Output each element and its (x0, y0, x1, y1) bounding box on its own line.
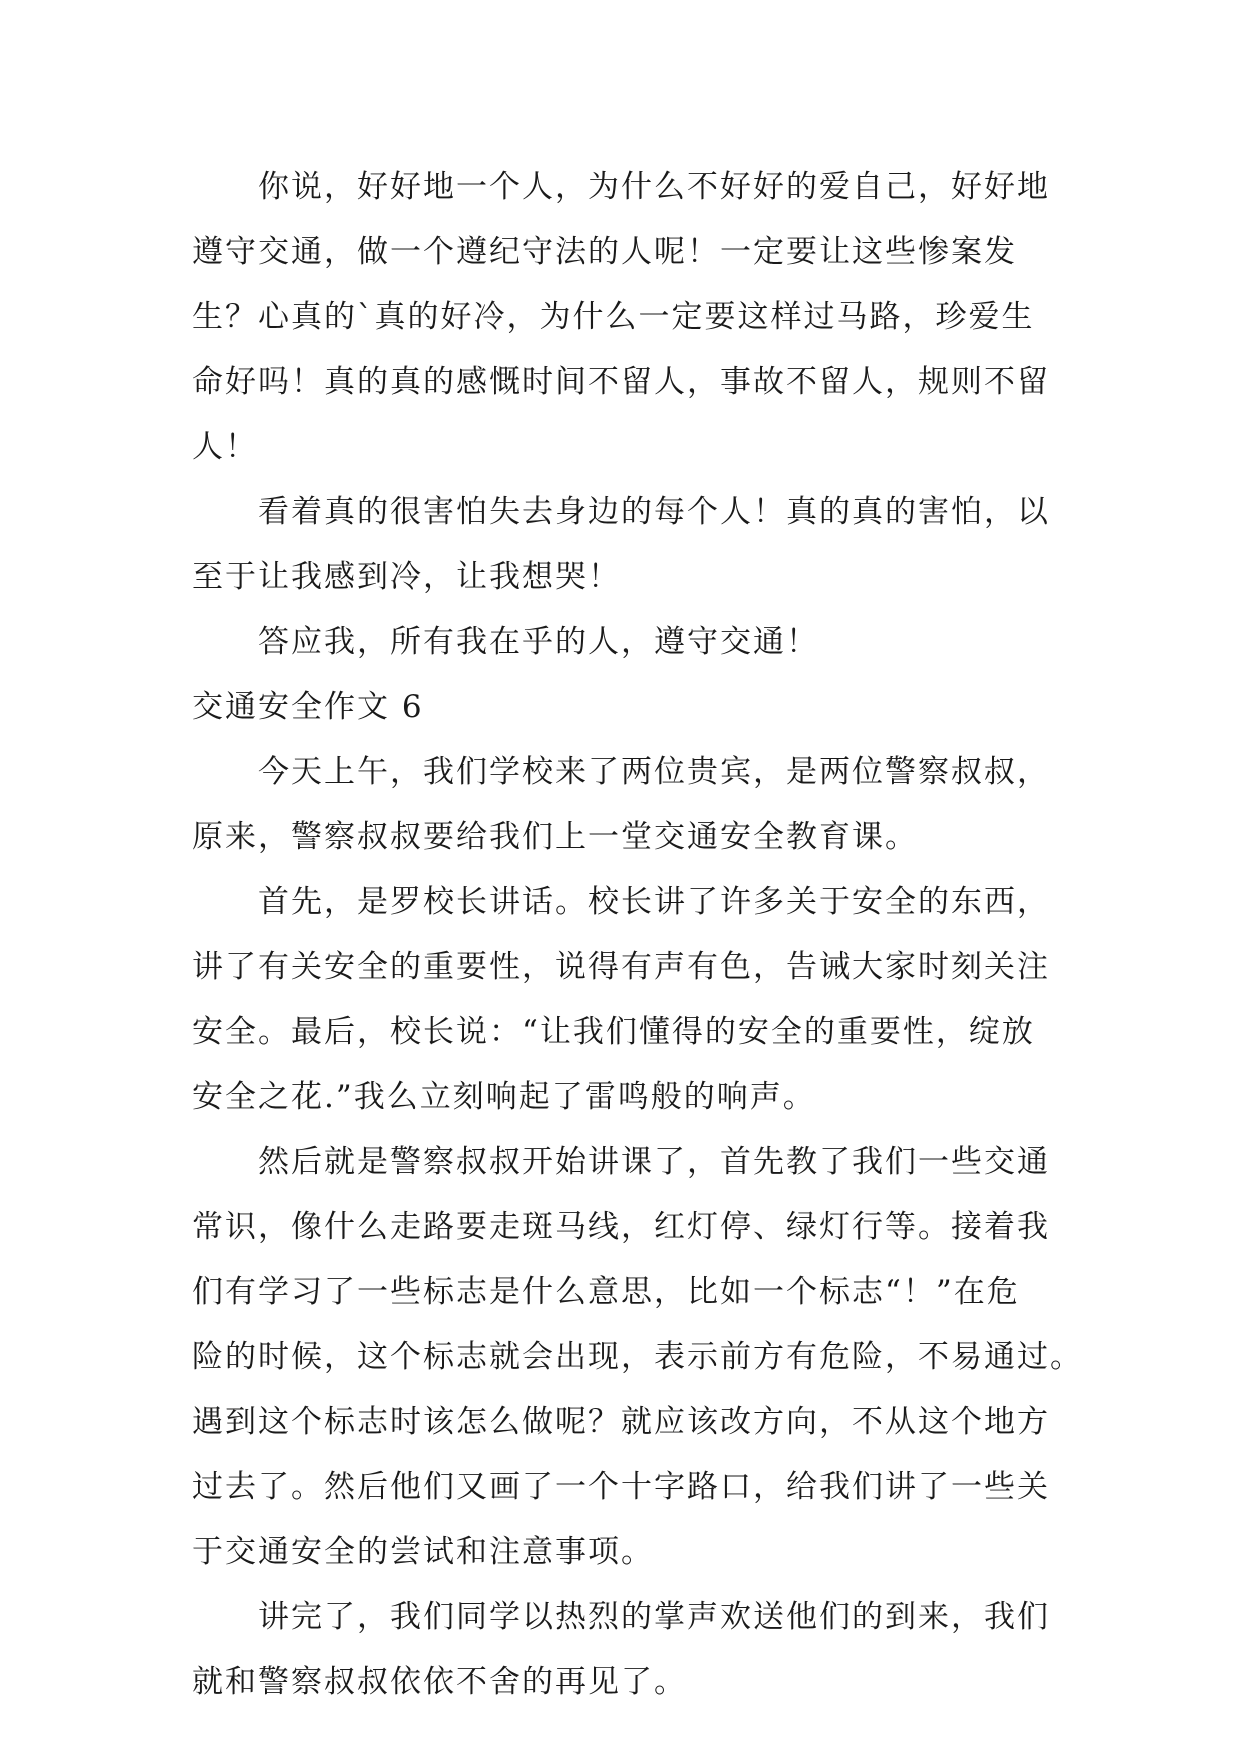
text-line: 你说，好好地一个人，为什么不好好的爱自己，好好地 (258, 169, 1050, 205)
text-line: 原来，警察叔叔要给我们上一堂交通安全教育课。 (192, 819, 918, 855)
text-line: 遇到这个标志时该怎么做呢？就应该改方向，不从这个地方 (192, 1404, 1050, 1440)
paragraph-3 (192, 610, 1054, 675)
paragraph-4 (192, 740, 1054, 870)
text-line: 就和警察叔叔依依不舍的再见了。 (192, 1664, 687, 1700)
text-line: 险的时候，这个标志就会出现，表示前方有危险，不易通过。 (192, 1339, 1083, 1375)
paragraph-1 (192, 155, 1054, 480)
text-line: 于交通安全的尝试和注意事项。 (192, 1534, 654, 1570)
text-line: 安全。最后，校长说：“让我们懂得的安全的重要性，绽放 (192, 1014, 1035, 1050)
paragraph-7 (192, 1585, 1054, 1715)
section-heading: 交通安全作文 6 (192, 689, 424, 725)
paragraph-5 (192, 870, 1054, 1130)
text-line: 至于让我感到冷，让我想哭！ (192, 559, 621, 595)
text-line: 今天上午，我们学校来了两位贵宾，是两位警察叔叔， (258, 754, 1050, 790)
text-line: 命好吗！真的真的感慨时间不留人，事故不留人，规则不留 (192, 364, 1050, 400)
text-line: 然后就是警察叔叔开始讲课了，首先教了我们一些交通 (258, 1144, 1050, 1180)
text-line: 答应我，所有我在乎的人，遵守交通！ (258, 624, 819, 660)
document-page (192, 155, 1083, 1715)
text-line: 讲完了，我们同学以热烈的掌声欢送他们的到来，我们 (258, 1599, 1050, 1635)
text-line: 生？心真的`真的好冷，为什么一定要这样过马路，珍爱生 (192, 299, 1035, 335)
text-line: 过去了。然后他们又画了一个十字路口，给我们讲了一些关 (192, 1469, 1050, 1505)
text-line: 首先，是罗校长讲话。校长讲了许多关于安全的东西， (258, 884, 1050, 920)
text-line: 看着真的很害怕失去身边的每个人！真的真的害怕，以 (258, 494, 1050, 530)
text-line: 人！ (192, 429, 258, 465)
text-line: 讲了有关安全的重要性，说得有声有色，告诫大家时刻关注 (192, 949, 1050, 985)
text-line: 安全之花.”我么立刻响起了雷鸣般的响声。 (192, 1079, 816, 1115)
text-line: 们有学习了一些标志是什么意思，比如一个标志“！”在危 (192, 1274, 1020, 1310)
text-line: 遵守交通，做一个遵纪守法的人呢！一定要让这些惨案发 (192, 234, 1017, 270)
paragraph-2 (192, 480, 1054, 610)
paragraph-6 (192, 1130, 1083, 1585)
text-line: 常识，像什么走路要走斑马线，红灯停、绿灯行等。接着我 (192, 1209, 1050, 1245)
